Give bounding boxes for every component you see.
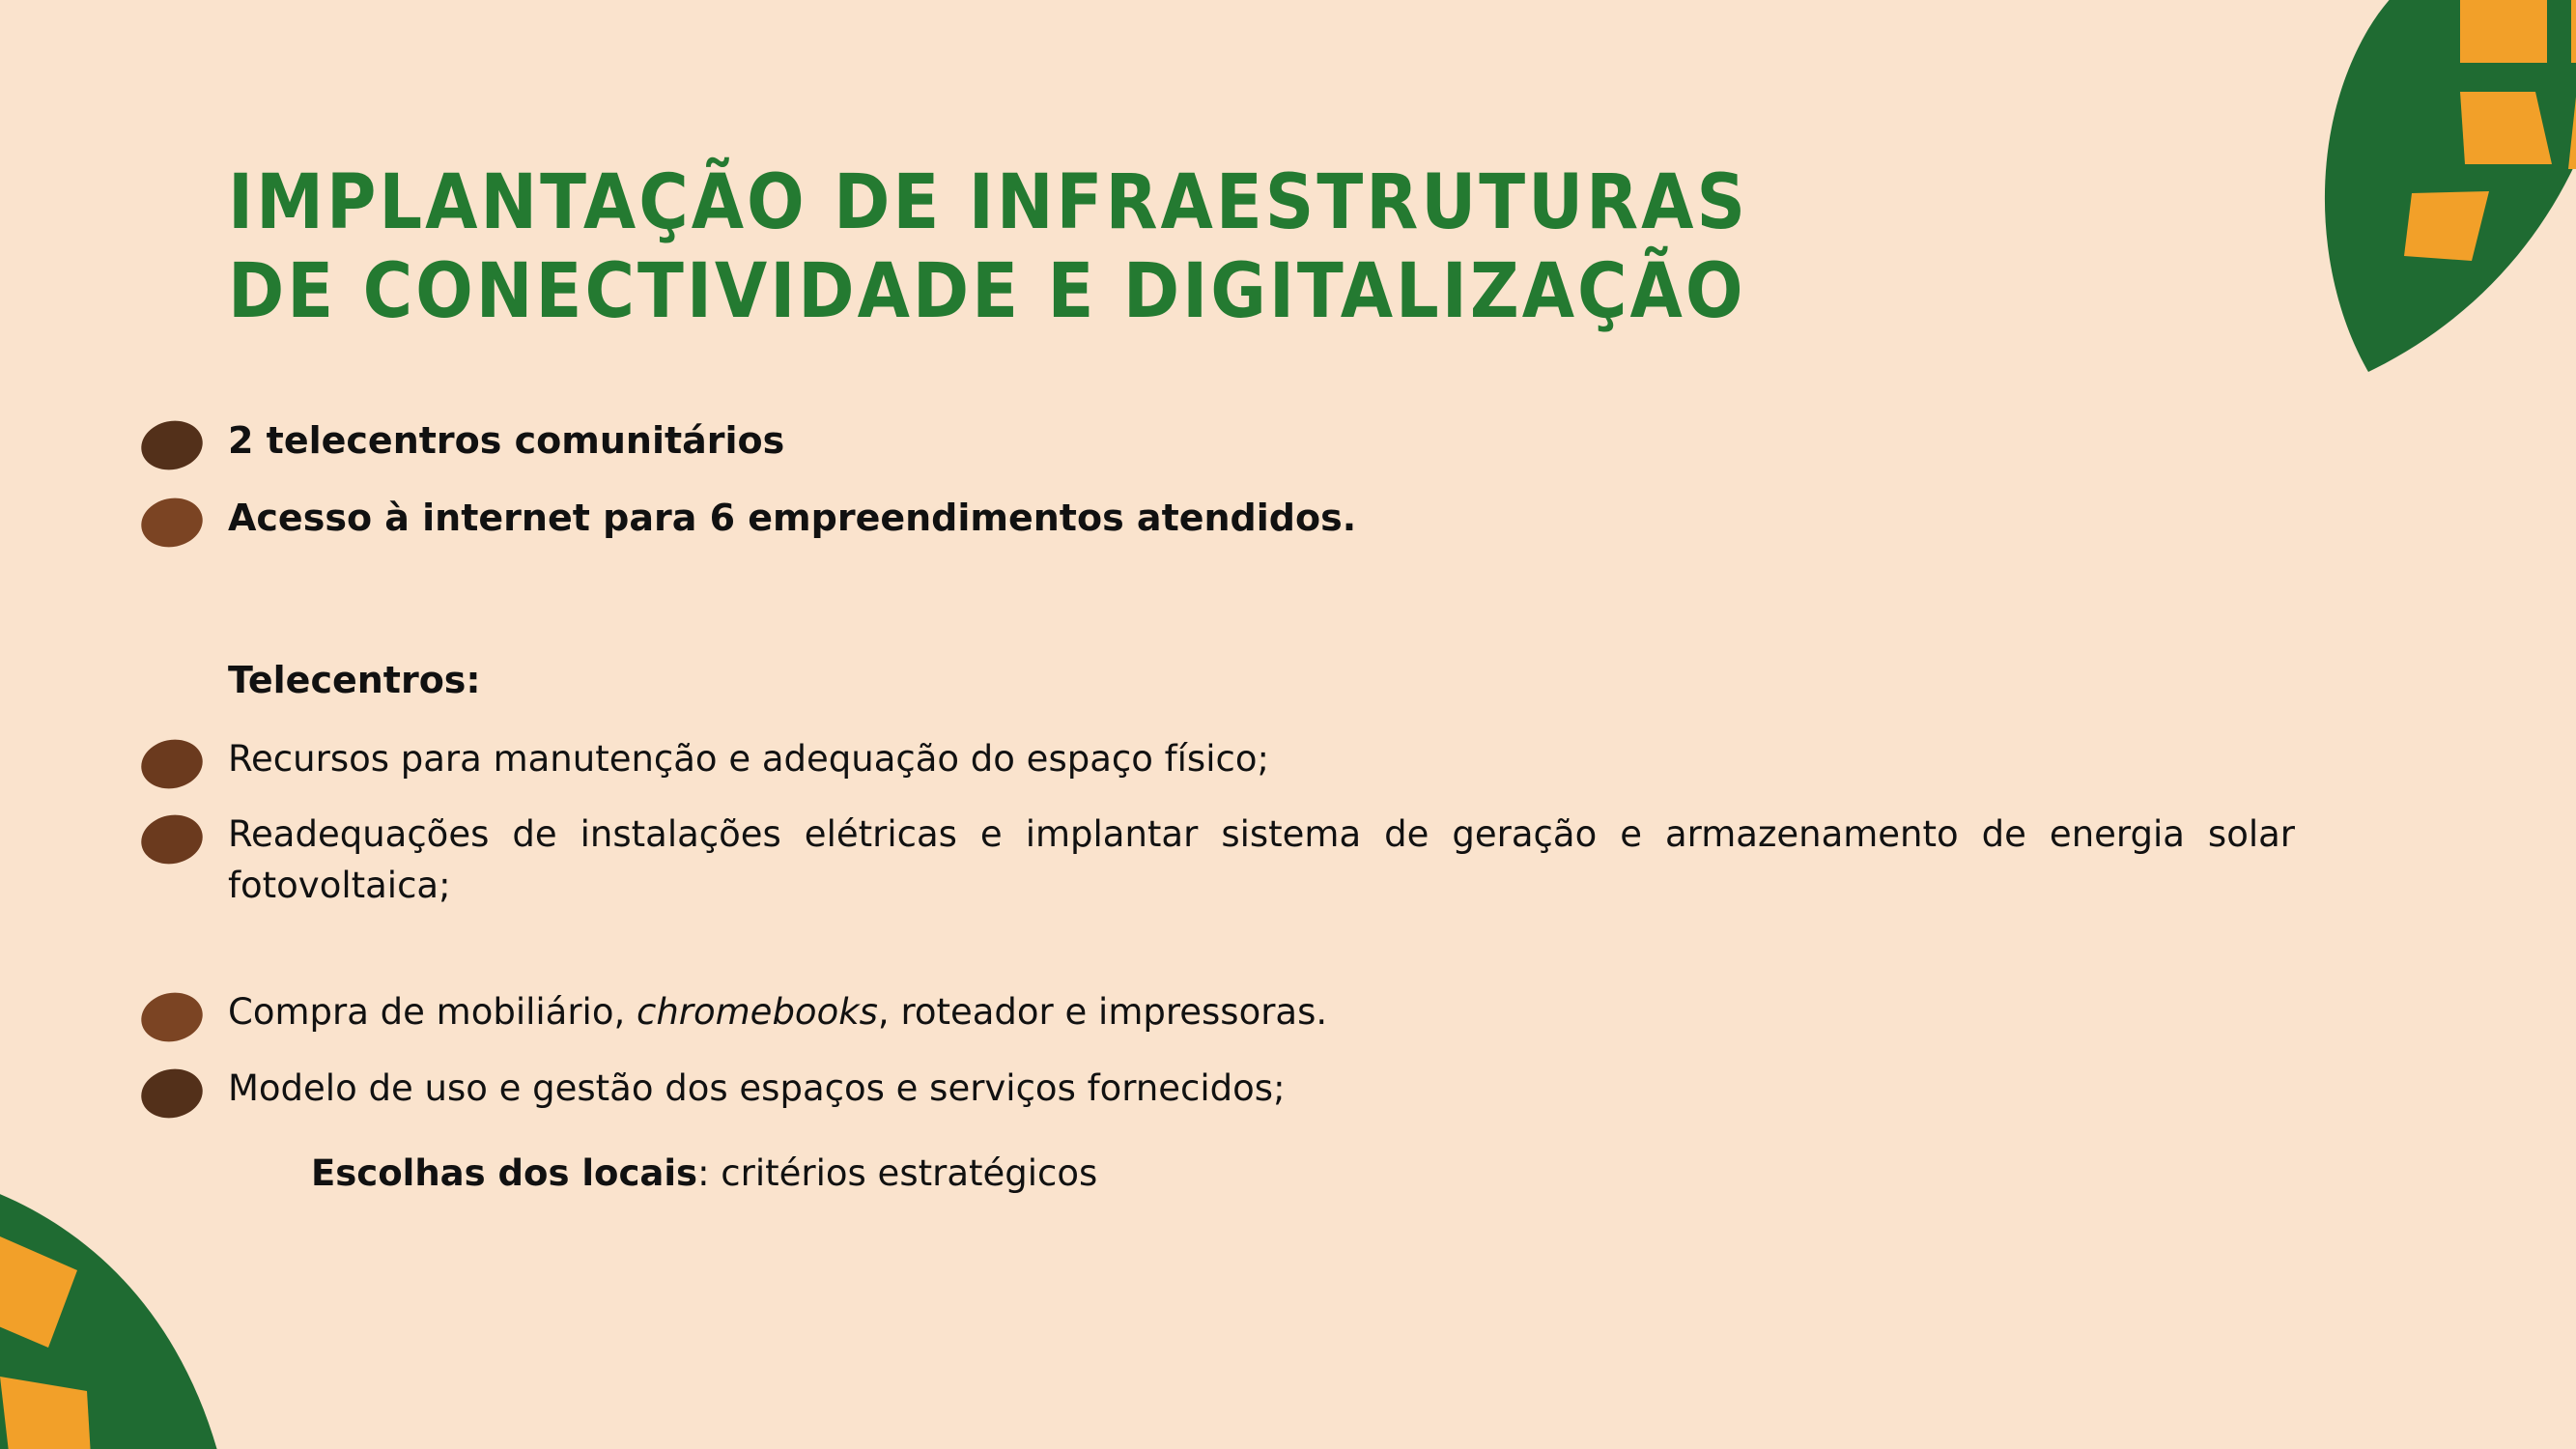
section-heading: Telecentros: — [228, 658, 481, 701]
list-item — [228, 987, 2353, 1038]
highlight-text-1: 2 telecentros comunitários — [228, 419, 785, 462]
page-title — [228, 158, 2121, 336]
list-item — [228, 734, 2353, 785]
footnote-rest: : critérios estratégicos — [697, 1152, 1098, 1195]
section-item-2: Readequações de instalações elétricas e implantar sistema de geração e armazenamento de energia solar fotovoltaica; — [228, 813, 2295, 906]
section-item-3-part-b: , roteador e impressoras. — [877, 991, 1328, 1034]
section-item-3 — [228, 987, 2353, 1038]
list-item — [228, 1064, 2353, 1115]
list-item — [228, 415, 2353, 468]
bullet-icon — [137, 810, 208, 869]
bullet-icon — [137, 493, 208, 553]
section-item-1: Recursos para manutenção e adequação do espaço físico; — [228, 737, 1269, 780]
page-title-line-1: IMPLANTAÇÃO DE INFRAESTRUTURAS — [228, 159, 1748, 247]
list-item — [228, 493, 2353, 545]
bullet-icon — [137, 415, 208, 475]
section-spacer — [228, 570, 2353, 659]
footnote-strong: Escolhas dos locais — [311, 1152, 698, 1195]
list-item — [228, 810, 2353, 962]
page-title-line-2: DE CONECTIVIDADE E DIGITALIZAÇÃO — [228, 248, 1746, 336]
bullet-icon — [137, 987, 208, 1047]
leaf-decoration-top-right — [2170, 0, 2576, 396]
section-item-3-emphasis: chromebooks — [637, 991, 878, 1034]
section-item-4: Modelo de uso e gestão dos espaços e serviços fornecidos; — [228, 1066, 1286, 1109]
footnote — [311, 1152, 2353, 1194]
section-item-3-part-a: Compra de mobiliário, — [228, 991, 637, 1034]
highlight-text-2: Acesso à internet para 6 empreendimentos atendidos. — [228, 496, 1357, 539]
content-area — [228, 415, 2353, 1194]
bullet-icon — [137, 1063, 208, 1122]
bullet-icon — [137, 734, 208, 794]
